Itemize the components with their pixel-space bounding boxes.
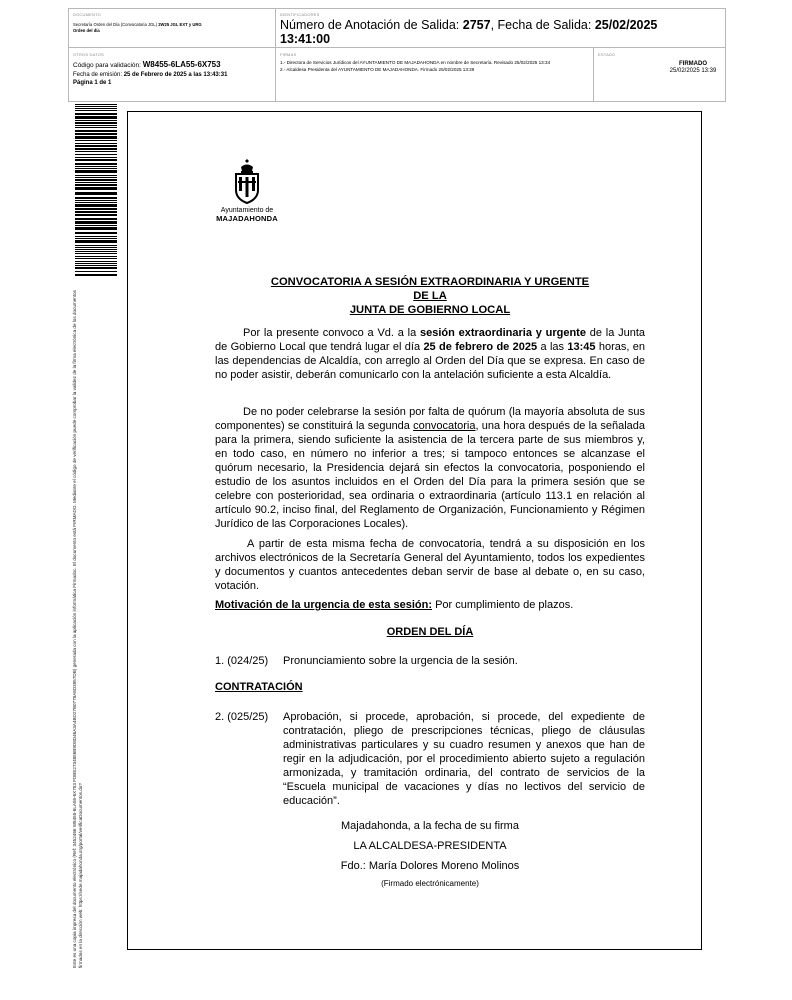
barcode-bar xyxy=(75,120,117,121)
barcode-bar xyxy=(75,122,117,124)
barcode-bar xyxy=(75,236,117,237)
documento-line2: Orden del día xyxy=(73,27,100,33)
barcode-bar xyxy=(75,232,117,234)
barcode-bar xyxy=(75,170,117,173)
document-header xyxy=(68,8,726,102)
barcode-bar xyxy=(75,110,117,111)
barcode-bar xyxy=(75,127,117,128)
firmas-cell xyxy=(280,52,588,73)
barcode-bar xyxy=(75,182,117,183)
signature-name: Fdo.: María Dolores Moreno Molinos xyxy=(340,860,520,872)
signature-place: Majadahonda, a la fecha de su firma xyxy=(341,820,519,832)
barcode-bar xyxy=(75,166,117,167)
ayuntamiento-logo xyxy=(214,158,280,232)
title-line2: DE LA xyxy=(413,290,447,302)
documento-label: DOCUMENTO xyxy=(73,12,101,17)
agenda-item-number: 1. (024/25) xyxy=(215,655,269,667)
barcode-bar xyxy=(75,148,117,150)
documento-line1-bold: 2W25 JGL EXT y URG xyxy=(158,22,202,27)
anotacion-text-1: Número de Anotación de Salida: xyxy=(280,18,463,32)
barcode-bar xyxy=(75,163,117,165)
barcode-bar xyxy=(75,106,117,107)
anotacion-num: 2757 xyxy=(462,18,491,32)
signature-note: (Firmado electrónicamente) xyxy=(381,879,479,888)
codigo-label: Código para validación: xyxy=(73,62,143,69)
emision-label: Fecha de emisión: xyxy=(73,72,124,78)
barcode-bar xyxy=(75,177,117,178)
agenda-item-text: Aprobación, si procede, aprobación, si procede, del expediente de contratación, pliego de prescripciones técnicas, pliego de cláusulas administrativas particulares y su cuadro resumen y anexos que han de regir en la adjudicación, por el procedimiento abierto sujeto a regulación armonizada, y tramitación ordinaria, del contrato de servicios de la “Escuela municipal de vacaciones y días no lectivos del servicio de educación”. xyxy=(283,711,645,807)
paragraph-disposicion: A partir de esta misma fecha de convocatoria, tendrá a su disposición en los archivos electrónicos de la Secretaría General del Ayuntamiento, todos los expedientes y documentos y cuantos antecedentes deban servir de base al debate o, en su caso, votación. xyxy=(215,538,645,592)
motivacion-value: Por cumplimiento de plazos. xyxy=(432,599,574,611)
barcode-bar xyxy=(75,179,117,181)
barcode-bar xyxy=(75,130,117,132)
verification-side-text: Este es una copia impresa del documento electrónico (Ref: 3452466 W8455-6LA55-6X753 FDBE2734856B9D8D46A3A4BD27B0778A8D3957DB) generada con la aplicación informática Firmadoc. El documento está FIRMADO. Mediante el código de verificación puede comprobar la validez de la firma electrónica de los documentos firmados en la dirección web: https://sede.majadahonda.org/portal/verificaDocumentos.do? xyxy=(72,290,83,968)
identificadores-cell xyxy=(280,12,710,46)
barcode-bar xyxy=(75,200,117,201)
logo-line1: Ayuntamiento de xyxy=(220,207,274,214)
pagina: Página 1 de 1 xyxy=(73,80,112,86)
paragraph-quorum: De no poder celebrarse la sesión por falta de quórum (la mayoría absoluta de sus componentes) se constituirá la segunda convocatoria, una hora después de la señalada para la primera, siendo suficiente la asistencia de la tercera parte de sus miembros y, en todo caso, en número no inferior a tres; si tampoco entonces se alcanzase el quórum necesario, la Presidencia dejará sin efectos la convocatoria, posponiendo el estudio de los asuntos incluidos en el Orden del Día para la primera sesión que se celebre con posterioridad, sea ordinaria o extraordinaria (artículo 113.1 en relación al artículo 90.2, inciso final, del Reglamento de Organización, Funcionamiento y Régimen Jurídico de las Corporaciones Locales). xyxy=(215,406,645,530)
barcode-bar xyxy=(75,214,117,216)
otros-datos-cell xyxy=(73,52,271,87)
section-heading-contratacion: CONTRATACIÓN xyxy=(215,681,303,693)
documento-line1: Secretaría Orden del Día (Convocatoria JGL) xyxy=(73,22,158,27)
firma-1: 1.- Directora de Servicios Jurídicos del AYUNTAMIENTO DE MAJADAHONDA en nombre de Secretaría. Revisado 25/02/2025 13:34 xyxy=(280,60,551,65)
firma-2: 2.- Alcaldesa Presidenta del AYUNTAMIENTO DE MAJADAHONDA. Firmado 25/02/2025 13:39 xyxy=(280,67,475,72)
barcode-bar xyxy=(75,184,117,186)
barcode-bar xyxy=(75,247,117,248)
barcode-bar xyxy=(75,256,117,257)
coat-of-arms-icon xyxy=(232,158,262,206)
barcode-bar xyxy=(75,274,117,276)
barcode-bar xyxy=(75,143,117,144)
barcode-bar xyxy=(75,251,117,252)
barcode-bar xyxy=(75,113,117,115)
codigo-value: W8455-6LA55-6X753 xyxy=(142,60,221,69)
estado-fecha: 25/02/2025 13:39 xyxy=(669,68,717,74)
barcode-bar xyxy=(75,175,117,176)
barcode-bar xyxy=(75,108,117,109)
barcode-bar xyxy=(75,267,117,269)
barcode-bar xyxy=(75,208,117,210)
anotacion-hora: 13:41:00 xyxy=(280,32,331,46)
barcode-bar xyxy=(75,211,117,213)
barcode-bar xyxy=(75,245,117,246)
barcode-bar xyxy=(75,140,117,141)
estado-label: ESTADO xyxy=(598,52,616,57)
emision-value: 25 de Febrero de 2025 a las 13:43:31 xyxy=(123,72,228,78)
codigo-validacion xyxy=(73,60,271,71)
anotacion-fecha: 25/02/2025 xyxy=(594,18,658,32)
motivacion-label: Motivación de la urgencia de esta sesión: xyxy=(215,599,433,611)
identificadores-label: IDENTIFICADORES xyxy=(280,12,320,17)
barcode-bar xyxy=(75,145,117,147)
barcode-bar xyxy=(75,225,117,226)
estado-value: FIRMADO xyxy=(679,61,707,67)
barcode xyxy=(75,104,117,276)
barcode-bar xyxy=(75,261,117,262)
barcode-bar xyxy=(75,240,117,243)
barcode-bar xyxy=(75,271,117,272)
barcode-bar xyxy=(75,187,117,190)
barcode-bar xyxy=(75,218,117,220)
agenda-item-number: 2. (025/25) xyxy=(215,711,269,723)
barcode-bar xyxy=(75,116,117,119)
barcode-bar xyxy=(75,197,117,199)
barcode-bar xyxy=(75,133,117,135)
logo-line2: MAJADAHONDA xyxy=(216,214,278,223)
barcode-bar xyxy=(75,253,117,254)
barcode-bar xyxy=(75,204,117,207)
agenda-item-text: Pronunciamiento sobre la urgencia de la sesión. xyxy=(283,655,518,667)
barcode-bar xyxy=(75,202,117,203)
barcode-bar xyxy=(75,104,117,105)
barcode-bar xyxy=(75,192,117,195)
barcode-bar xyxy=(75,265,117,266)
barcode-bar xyxy=(75,159,117,161)
signature-role: LA ALCALDESA-PRESIDENTA xyxy=(353,840,507,852)
documento-cell xyxy=(73,12,271,33)
anotacion-text-2: , Fecha de Salida: xyxy=(490,18,595,32)
estado-cell xyxy=(598,52,788,74)
fecha-emision xyxy=(73,71,271,79)
barcode-bar xyxy=(75,168,117,169)
barcode-bar xyxy=(75,258,117,259)
barcode-bar xyxy=(75,221,117,224)
barcode-bar xyxy=(75,125,117,126)
barcode-bar xyxy=(75,157,117,158)
barcode-bar xyxy=(75,227,117,230)
title-line1: CONVOCATORIA A SESIÓN EXTRAORDINARIA Y URGENTE xyxy=(270,276,590,288)
firmas-label: FIRMAS xyxy=(280,52,297,57)
otros-label: OTROS DATOS xyxy=(73,52,104,57)
title-line3: JUNTA DE GOBIERNO LOCAL xyxy=(349,304,511,316)
barcode-bar xyxy=(75,151,117,152)
paragraph-convocatoria: Por la presente convoco a Vd. a la sesión extraordinaria y urgente de la Junta de Gobierno Local que tendrá lugar el día 25 de febrero de 2025 a las 13:45 horas, en las dependencias de Alcaldía, con arreglo al Orden del Día que se expresa. En caso de no poder asistir, deberán comunicarlo con la antelación suficiente a esta Alcaldía. xyxy=(215,327,646,381)
barcode-bar xyxy=(75,249,117,250)
barcode-bar xyxy=(75,154,117,155)
motivacion-urgencia xyxy=(215,598,645,612)
barcode-bar xyxy=(75,263,117,264)
orden-del-dia-heading: ORDEN DEL DÍA xyxy=(386,626,474,638)
anotacion-salida xyxy=(280,18,710,46)
barcode-bar xyxy=(75,136,117,139)
document-title xyxy=(215,275,645,317)
barcode-bar xyxy=(75,238,117,239)
